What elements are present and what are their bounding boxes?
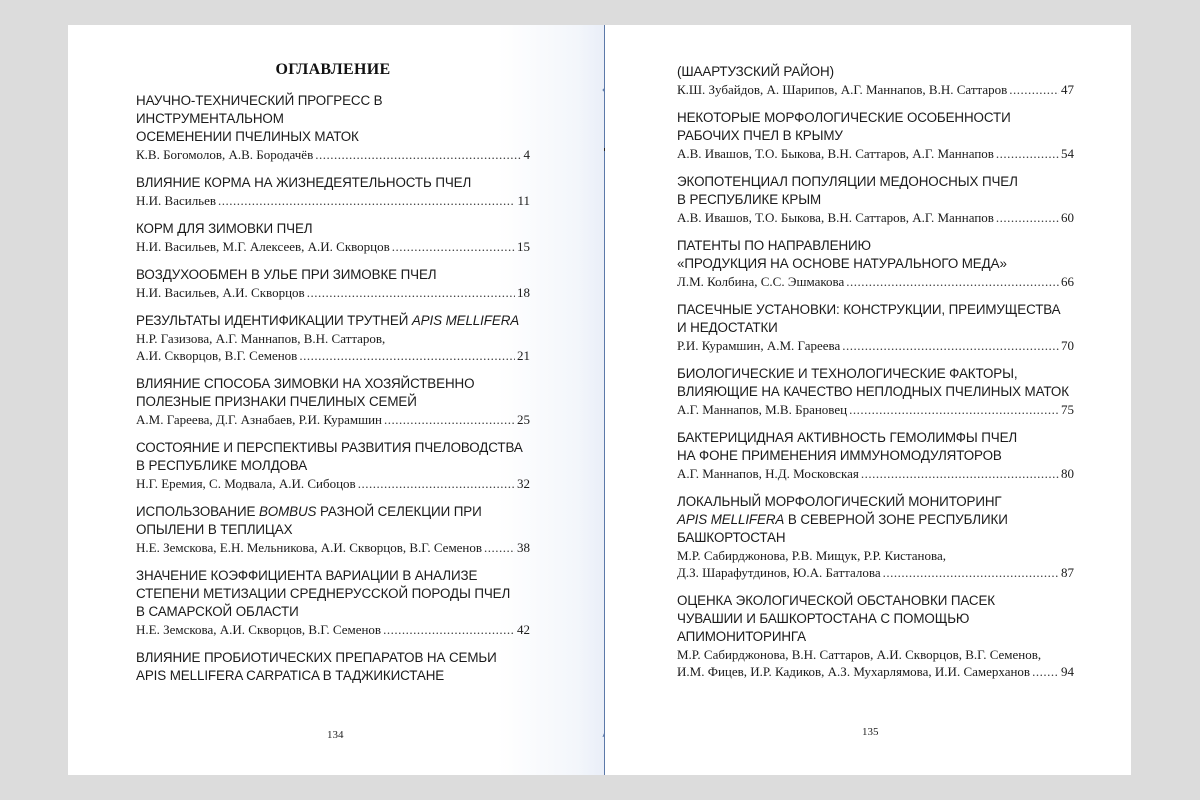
toc-entry[interactable] [677, 301, 1074, 354]
entry-title: ЗНАЧЕНИЕ КОЭФФИЦИЕНТА ВАРИАЦИИ В АНАЛИЗЕ [136, 568, 478, 583]
toc-entry[interactable] [136, 174, 530, 209]
author-line [136, 621, 530, 638]
dot-leader [383, 621, 515, 638]
entry-authors: Н.И. Васильев, А.И. Скворцов [136, 285, 305, 300]
entry-title: АПИМОНИТОРИНГА [677, 629, 807, 644]
author-line [136, 475, 530, 492]
toc-entry[interactable] [136, 375, 530, 428]
entry-title [136, 503, 530, 521]
author-line [677, 401, 1074, 418]
toc-entry[interactable] [136, 649, 530, 685]
entry-title: ОСЕМЕНЕНИИ ПЧЕЛИНЫХ МАТОК [136, 129, 359, 144]
dot-leader [996, 209, 1059, 226]
entry-title: НАУЧНО-ТЕХНИЧЕСКИЙ ПРОГРЕСС В ИНСТРУМЕНТАЛЬНОМ [136, 93, 383, 126]
entry-title: И НЕДОСТАТКИ [677, 320, 778, 335]
entry-authors: Д.З. Шарафутдинов, Ю.А. Батталова [677, 565, 881, 580]
dot-leader [299, 347, 515, 364]
page-number: 135 [862, 726, 879, 738]
entry-authors: А.Г. Маннапов, Н.Д. Московская [677, 466, 859, 481]
entry-title [677, 511, 1074, 529]
toc-entry[interactable] [136, 220, 530, 255]
entry-authors: М.Р. Сабирджонова, В.Н. Саттаров, А.И. Скворцов, В.Г. Семенов, [677, 647, 1042, 662]
entry-page-number: 80 [1061, 466, 1074, 481]
entry-title [136, 312, 530, 330]
entry-page-number: 25 [517, 412, 530, 427]
entry-authors: А.В. Ивашов, Т.О. Быкова, В.Н. Саттаров, А.Г. Маннапов [677, 210, 994, 225]
entry-page-number: 15 [517, 239, 530, 254]
entry-page-number: 87 [1061, 565, 1074, 580]
entry-title: (ШААРТУЗСКИЙ РАЙОН) [677, 64, 834, 79]
entry-title: ВЛИЯНИЕ СПОСОБА ЗИМОВКИ НА ХОЗЯЙСТВЕННО [136, 376, 475, 391]
entry-title: ОЦЕНКА ЭКОЛОГИЧЕСКОЙ ОБСТАНОВКИ ПАСЕК [677, 593, 996, 608]
entry-page-number: 32 [517, 476, 530, 491]
entry-title: ЭКОПОТЕНЦИАЛ ПОПУЛЯЦИИ МЕДОНОСНЫХ ПЧЕЛ [677, 174, 1018, 189]
toc-entry[interactable] [136, 312, 530, 364]
dot-leader [883, 564, 1059, 581]
author-line [136, 539, 530, 556]
toc-entry[interactable] [677, 109, 1074, 162]
dot-leader [218, 192, 515, 209]
entry-title: БАКТЕРИЦИДНАЯ АКТИВНОСТЬ ГЕМОЛИМФЫ ПЧЕЛ [677, 430, 1018, 445]
toc-entry[interactable] [677, 429, 1074, 482]
entry-authors: К.Ш. Зубайдов, А. Шарипов, А.Г. Маннапов, В.Н. Саттаров [677, 82, 1008, 97]
book-spread [68, 25, 1131, 775]
entry-authors: А.М. Гареева, Д.Г. Азнабаев, Р.И. Курамшин [136, 412, 383, 427]
author-line [677, 273, 1074, 290]
toc-entry[interactable] [136, 503, 530, 556]
entry-title: КОРМ ДЛЯ ЗИМОВКИ ПЧЕЛ [136, 221, 313, 236]
dot-leader [849, 401, 1059, 418]
toc-entry[interactable] [136, 266, 530, 301]
author-line [136, 146, 530, 163]
toc-entry[interactable] [677, 173, 1074, 226]
dot-leader [358, 475, 515, 492]
entry-page-number: 21 [517, 348, 530, 363]
entry-title: ВЛИЯНИЕ КОРМА НА ЖИЗНЕДЕЯТЕЛЬНОСТЬ ПЧЕЛ [136, 175, 472, 190]
author-line [136, 411, 530, 428]
entry-page-number: 75 [1061, 402, 1074, 417]
toc-entry[interactable] [677, 592, 1074, 680]
author-line [136, 192, 530, 209]
entry-authors: М.Р. Сабирджонова, Р.В. Мищук, Р.Р. Кистанова, [677, 548, 947, 563]
toc-entry[interactable] [677, 63, 1074, 98]
entry-authors: Л.М. Колбина, С.С. Эшмакова [677, 274, 845, 289]
entry-title: НЕКОТОРЫЕ МОРФОЛОГИЧЕСКИЕ ОСОБЕННОСТИ [677, 110, 1011, 125]
entry-title: В РЕСПУБЛИКЕ МОЛДОВА [136, 458, 308, 473]
entry-title: НА ФОНЕ ПРИМЕНЕНИЯ ИММУНОМОДУЛЯТОРОВ [677, 448, 1002, 463]
entry-title: APIS MELLIFERA CARPATICA В ТАДЖИКИСТАНЕ [136, 668, 445, 683]
entry-title-text: ИСПОЛЬЗОВАНИЕ [136, 504, 259, 519]
toc-entry[interactable] [677, 493, 1074, 581]
toc-column-right [677, 63, 1074, 691]
entry-title: ВЛИЯНИЕ ПРОБИОТИЧЕСКИХ ПРЕПАРАТОВ НА СЕМЬИ [136, 650, 497, 665]
entry-authors: А.В. Ивашов, Т.О. Быкова, В.Н. Саттаров, А.Г. Маннапов [677, 146, 994, 161]
entry-authors: И.М. Фицев, И.Р. Кадиков, А.З. Мухарлямова, И.И. Самерханов [677, 664, 1031, 679]
entry-title: БАШКОРТОСТАН [677, 530, 786, 545]
entry-authors: Н.И. Васильев, М.Г. Алексеев, А.И. Скворцов [136, 239, 390, 254]
entry-authors: А.И. Скворцов, В.Г. Семенов [136, 348, 298, 363]
entry-authors: Н.И. Васильев [136, 193, 217, 208]
entry-page-number: 18 [517, 285, 530, 300]
entry-title: ПОЛЕЗНЫЕ ПРИЗНАКИ ПЧЕЛИНЫХ СЕМЕЙ [136, 394, 417, 409]
entry-title: «ПРОДУКЦИЯ НА ОСНОВЕ НАТУРАЛЬНОГО МЕДА» [677, 256, 1007, 271]
dot-leader [484, 539, 515, 556]
author-line [677, 564, 1074, 581]
toc-entry[interactable] [677, 237, 1074, 290]
species-name: BOMBUS [258, 504, 317, 519]
left-page [68, 25, 605, 775]
author-line [677, 209, 1074, 226]
dot-leader [1009, 81, 1059, 98]
entry-page-number: 60 [1061, 210, 1074, 225]
entry-title: ЧУВАШИИ И БАШКОРТОСТАНА С ПОМОЩЬЮ [677, 611, 970, 626]
entry-title: ОПЫЛЕНИ В ТЕПЛИЦАХ [136, 522, 293, 537]
entry-title: БИОЛОГИЧЕСКИЕ И ТЕХНОЛОГИЧЕСКИЕ ФАКТОРЫ, [677, 366, 1018, 381]
dot-leader [846, 273, 1059, 290]
author-line [136, 238, 530, 255]
dot-leader [384, 411, 515, 428]
entry-page-number: 94 [1061, 664, 1074, 679]
author-line [136, 284, 530, 301]
entry-page-number: 70 [1061, 338, 1074, 353]
entry-authors: Н.Е. Земскова, А.И. Скворцов, В.Г. Семенов [136, 622, 382, 637]
dot-leader [315, 146, 521, 163]
entry-authors: Н.Г. Еремия, С. Модвала, А.И. Сибоцов [136, 476, 356, 491]
entry-title: СТЕПЕНИ МЕТИЗАЦИИ СРЕДНЕРУССКОЙ ПОРОДЫ ПЧЕЛ [136, 586, 511, 601]
dot-leader [842, 337, 1059, 354]
dot-leader [307, 284, 515, 301]
entry-page-number: 38 [517, 540, 530, 555]
dot-leader [1032, 663, 1059, 680]
entry-page-number: 4 [523, 147, 530, 162]
dot-leader [996, 145, 1059, 162]
entry-title: ПАТЕНТЫ ПО НАПРАВЛЕНИЮ [677, 238, 871, 253]
entry-title: ВОЗДУХООБМЕН В УЛЬЕ ПРИ ЗИМОВКЕ ПЧЕЛ [136, 267, 437, 282]
entry-title-text: РАЗНОЙ СЕЛЕКЦИИ ПРИ [316, 504, 482, 519]
species-name: APIS MELLIFERA [411, 313, 520, 328]
entry-authors: Р.И. Курамшин, А.М. Гареева [677, 338, 841, 353]
entry-title: ПАСЕЧНЫЕ УСТАНОВКИ: КОНСТРУКЦИИ, ПРЕИМУЩЕСТВА [677, 302, 1061, 317]
author-line [677, 337, 1074, 354]
entry-authors: Н.Р. Газизова, А.Г. Маннапов, В.Н. Саттаров, [136, 331, 386, 346]
entry-title: В РЕСПУБЛИКЕ КРЫМ [677, 192, 822, 207]
right-page [605, 25, 1131, 775]
page-number: 134 [327, 729, 344, 741]
author-line [677, 663, 1074, 680]
entry-page-number: 66 [1061, 274, 1074, 289]
entry-authors: А.Г. Маннапов, М.В. Брановец [677, 402, 848, 417]
toc-entry[interactable] [677, 365, 1074, 418]
entry-title: ВЛИЯЮЩИЕ НА КАЧЕСТВО НЕПЛОДНЫХ ПЧЕЛИНЫХ МАТОК [677, 384, 1069, 399]
toc-entry[interactable] [136, 439, 530, 492]
entry-title: В САМАРСКОЙ ОБЛАСТИ [136, 604, 299, 619]
entry-title-text: РЕЗУЛЬТАТЫ ИДЕНТИФИКАЦИИ ТРУТНЕЙ [136, 313, 412, 328]
entry-title: СОСТОЯНИЕ И ПЕРСПЕКТИВЫ РАЗВИТИЯ ПЧЕЛОВОДСТВА [136, 440, 523, 455]
entry-authors: Н.Е. Земскова, Е.Н. Мельникова, А.И. Скворцов, В.Г. Семенов [136, 540, 483, 555]
toc-heading: ОГЛАВЛЕНИЕ [275, 61, 391, 78]
entry-page-number: 11 [517, 193, 530, 208]
toc-column-left [136, 61, 530, 696]
dot-leader [392, 238, 515, 255]
entry-title: РАБОЧИХ ПЧЕЛ В КРЫМУ [677, 128, 843, 143]
author-line [677, 81, 1074, 98]
entry-page-number: 42 [517, 622, 530, 637]
author-line [677, 465, 1074, 482]
author-line [677, 145, 1074, 162]
dot-leader [861, 465, 1059, 482]
toc-entry[interactable] [136, 567, 530, 638]
entry-page-number: 54 [1061, 146, 1074, 161]
species-name: APIS MELLIFERA [677, 512, 785, 527]
entry-title-text: В СЕВЕРНОЙ ЗОНЕ РЕСПУБЛИКИ [784, 512, 1008, 527]
entry-authors: К.В. Богомолов, А.В. Бородачёв [136, 147, 314, 162]
author-line [136, 347, 530, 364]
entry-title: ЛОКАЛЬНЫЙ МОРФОЛОГИЧЕСКИЙ МОНИТОРИНГ [677, 494, 1002, 509]
toc-entry[interactable] [136, 92, 530, 163]
entry-page-number: 47 [1061, 82, 1074, 97]
